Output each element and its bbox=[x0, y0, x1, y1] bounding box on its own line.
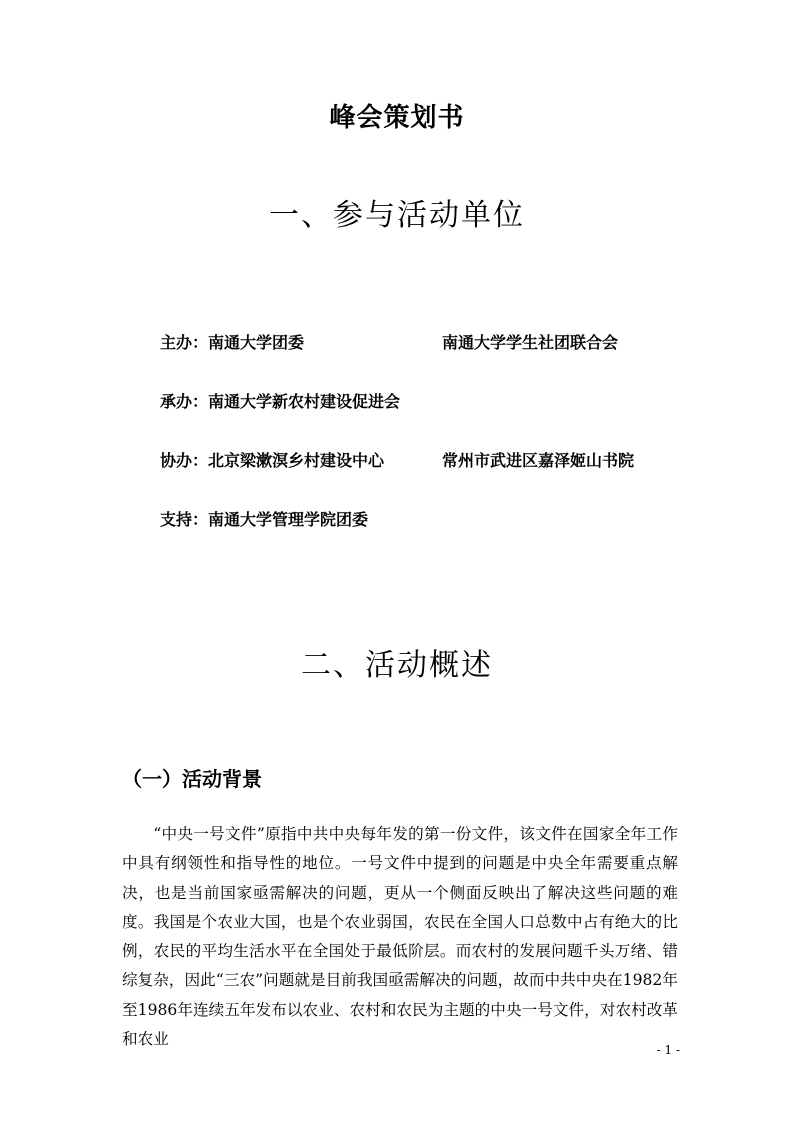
organizer-undertaker: 承办：南通大学新农村建设促进会 bbox=[160, 392, 401, 411]
organizer-host-second: 南通大学学生社团联合会 bbox=[442, 333, 619, 352]
organizer-supporter: 支持：南通大学管理学院团委 bbox=[160, 510, 369, 529]
organizer-host: 主办：南通大学团委 bbox=[160, 333, 305, 352]
background-paragraph: “中央一号文件”原指中共中央每年发的第一份文件，该文件在国家全年工作中具有纲领性和指导性的地位。一号文件中提到的问题是中央全年需要重点解决，也是当前国家亟需解决的问题，更从一个侧面反映出了解决这些问题的难度。我国是个农业大国，也是个农业弱国，农民在全国人口总数中占有绝大的比例，农民的平均生活水平在全国处于最低阶层。而农村的发展问题千头万绪、错综复杂，因此“三农”问题就是目前我国亟需解决的问题，故而中共中央在1982年至1986年连续五年发布以农业、农村和农民为主题的中央一号文件，对农村改革和农业 bbox=[122, 825, 678, 1049]
organizer-co-host-second: 常州市武进区嘉泽姬山书院 bbox=[442, 451, 635, 470]
document-title: 峰会策划书 bbox=[329, 103, 465, 133]
organizer-co-host: 协办：北京梁漱溟乡村建设中心 bbox=[160, 451, 385, 470]
section-heading-participants: 一、参与活动单位 bbox=[269, 198, 525, 233]
section-heading-overview: 二、活动概述 bbox=[301, 648, 493, 683]
page-number: - 1 - bbox=[656, 1043, 680, 1057]
organizer-row bbox=[160, 449, 635, 473]
organizer-row bbox=[160, 508, 368, 532]
organizer-row bbox=[160, 390, 400, 414]
organizer-row bbox=[160, 331, 619, 355]
subsection-heading-background: （一）活动背景 bbox=[122, 767, 262, 791]
